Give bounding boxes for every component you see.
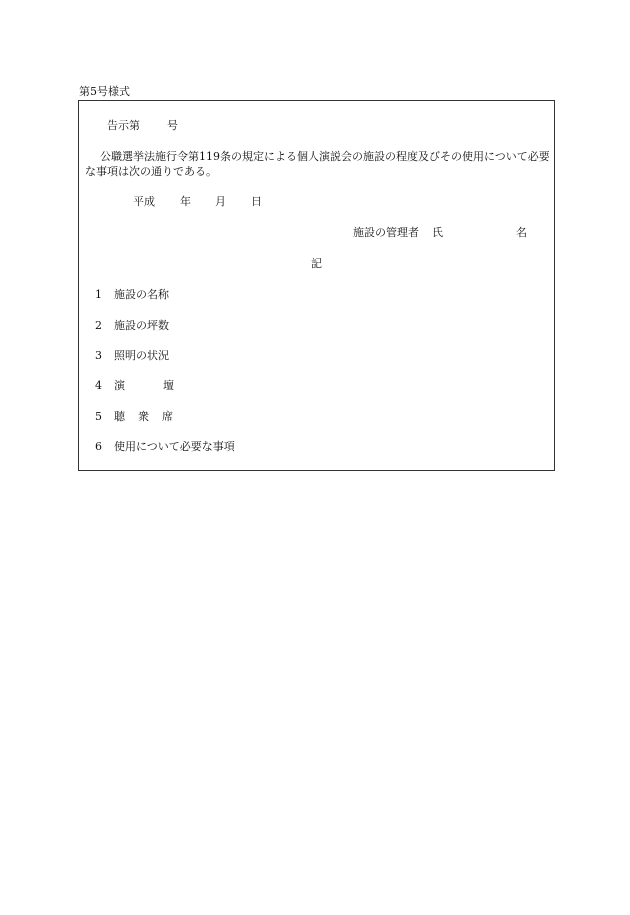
item-number: 2 [95,319,102,332]
item-number: 4 [95,379,102,392]
item-label: 施設の名称 [114,288,169,301]
date-year: 年 [180,195,191,208]
item-label-char: 演 [114,379,125,392]
form-number-label: 第5号様式 [79,85,130,98]
ki-heading: 記 [311,257,322,270]
item-label: 照明の状況 [114,349,169,362]
item-label-char: 壇 [163,379,174,392]
date-day: 日 [251,195,262,208]
facility-manager-label: 施設の管理者 [353,226,419,239]
notice-number-prefix: 告示第 [107,119,140,132]
item-label-char: 衆 [138,410,149,423]
item-number: 3 [95,349,102,362]
date-era: 平成 [133,195,155,208]
notice-number-suffix: 号 [167,119,178,132]
date-month: 月 [215,195,226,208]
item-label-char: 聴 [114,410,125,423]
item-number: 5 [95,410,102,423]
name-label-second: 名 [516,226,527,239]
item-label-char: 席 [162,410,173,423]
item-number: 1 [95,288,102,301]
body-paragraph: 公職選挙法施行令第119条の規定による個人演説会の施設の程度及びその使用について必要な事項は次の通りである。 [85,150,550,178]
notice-box [78,100,555,471]
item-label: 使用について必要な事項 [114,440,235,453]
item-number: 6 [95,440,102,453]
name-label-first: 氏 [432,226,443,239]
item-label: 施設の坪数 [114,319,169,332]
